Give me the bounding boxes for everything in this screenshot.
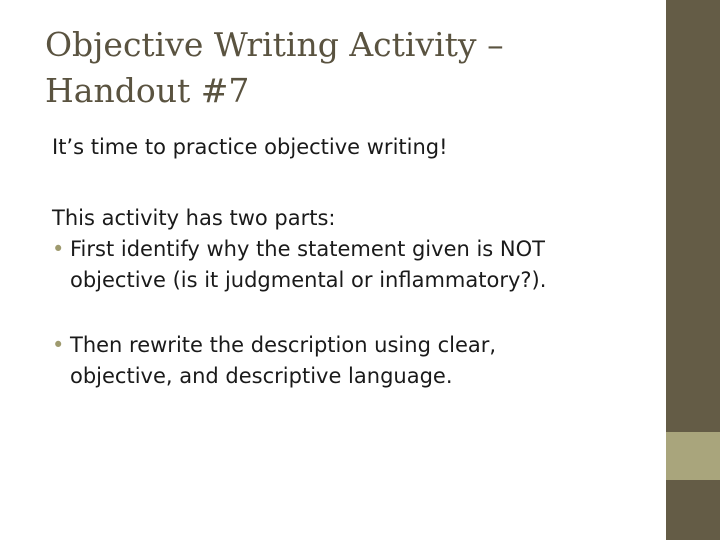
- bullet-item: [52, 234, 652, 296]
- slide-title: [45, 22, 645, 114]
- bullet-item: [52, 330, 652, 392]
- bullet-marker: •: [52, 333, 65, 357]
- title-line: Objective Writing Activity –: [45, 25, 504, 64]
- bullet-line: First identify why the statement given is NOT: [70, 237, 545, 261]
- sidebar-accent-block: [666, 432, 720, 480]
- title-line: Handout #7: [45, 71, 250, 110]
- bullet-list: [52, 234, 652, 392]
- bullet-line: objective, and descriptive language.: [70, 364, 453, 388]
- bullet-line: objective (is it judgmental or inflammatory?).: [70, 268, 547, 292]
- bullet-line: Then rewrite the description using clear,: [70, 333, 497, 357]
- parts-heading: This activity has two parts:: [52, 206, 336, 230]
- slide-body: [52, 132, 652, 392]
- bullet-marker: •: [52, 237, 65, 261]
- intro-text: It’s time to practice objective writing!: [52, 135, 448, 159]
